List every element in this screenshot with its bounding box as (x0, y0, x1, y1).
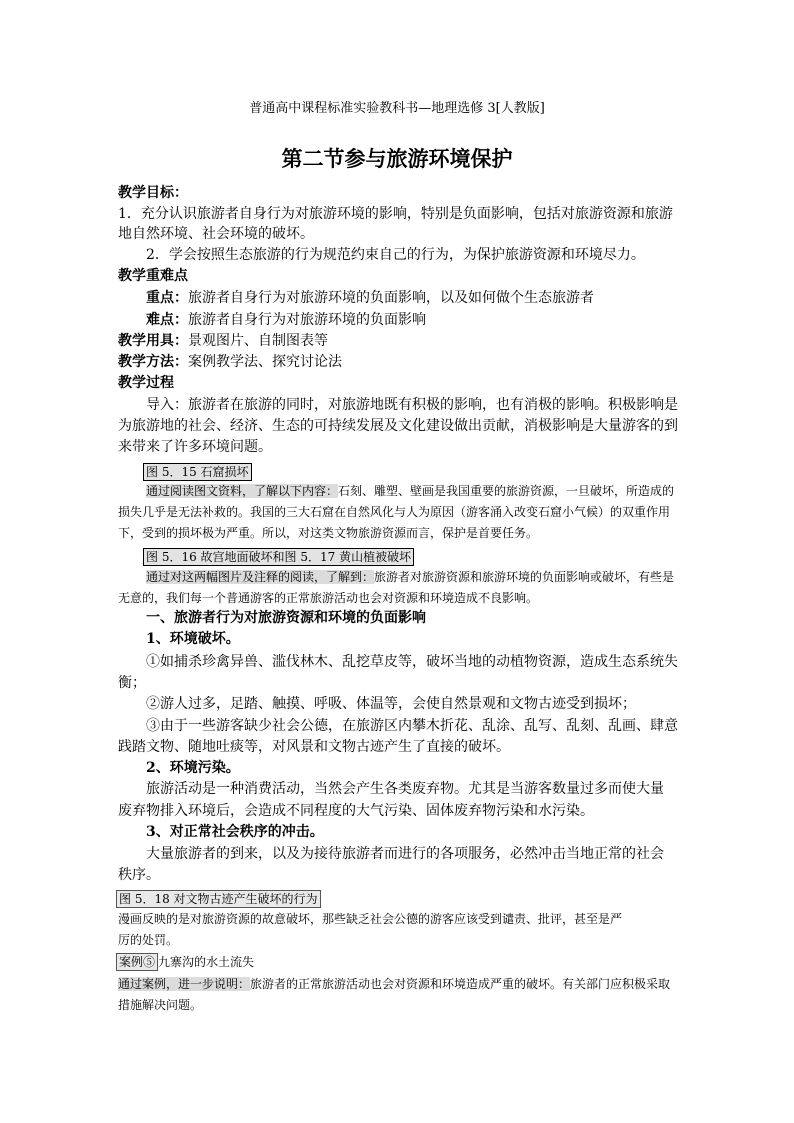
section1-p2: ②游人过多，足踏、触摸、呼吸、体温等，会使自然景观和文物古迹受到损坏； (146, 696, 636, 712)
objectives-heading: 教学目标： (118, 185, 188, 201)
case-line-2: 措施解决问题。 (118, 998, 203, 1012)
figure-caption-5-18: 图 5．18 对文物古迹产生破坏的行为 (116, 888, 321, 908)
subsection-2-heading: 2、环境污染。 (146, 760, 240, 776)
fig1-line-1: 通过阅读图文资料，了解以下内容：石刻、雕塑、壁画是我国重要的旅游资源，一旦破坏，所造成的 (146, 484, 675, 498)
section1-p4-line-2: 废弃物排入环境后，会造成不同程度的大气污染、固体废弃物污染和水污染。 (118, 803, 594, 819)
document-header: 普通高中课程标准实验教科书—地理选修 3[人教版] (249, 101, 545, 116)
page-title: 第二节参与旅游环境保护 (281, 146, 513, 171)
key-point-label: 重点： (146, 290, 188, 306)
case-5-caption (116, 953, 254, 971)
difficulty-text: 旅游者自身行为对旅游环境的负面影响 (188, 312, 426, 328)
difficulty-label: 难点： (146, 312, 188, 328)
objective-1-line-1: 1．充分认识旅游者自身行为对旅游环境的影响，特别是负面影响，包括对旅游资源和旅游 (118, 206, 673, 222)
process-heading: 教学过程 (118, 375, 174, 391)
fig2-line-1: 通过对这两幅图片及注释的阅读，了解到：旅游者对旅游资源和旅游环境的负面影响或破坏，有些是 (146, 570, 675, 584)
fig1-line-3: 下，受到的损坏极为严重。所以，对这类文物旅游资源而言，保护是首要任务。 (118, 526, 539, 540)
fig1-lead: 通过阅读图文资料，了解以下内容： (146, 484, 339, 498)
case-label: 案例⑤ (116, 953, 158, 971)
case-lead: 通过案例，进一步说明： (118, 977, 251, 991)
methods-label: 教学方法： (118, 354, 188, 370)
key-point-text: 旅游者自身行为对旅游环境的负面影响，以及如何做个生态旅游者 (188, 290, 594, 306)
fig2-line-2: 无意的，我们每一个普通游客的正常旅游活动也会对资源和环境造成不良影响。 (118, 591, 539, 605)
fig2-lead: 通过对这两幅图片及注释的阅读，了解到： (146, 570, 375, 584)
case-title: 九寨沟的水土流失 (158, 955, 255, 969)
section1-p5-line-1: 大量旅游者的到来，以及为接待旅游者而进行的各项服务，必然冲击当地正常的社会 (146, 846, 664, 862)
tools-row (118, 333, 328, 350)
section1-p3-line-1: ③由于一些游客缺少社会公德，在旅游区内攀木折花、乱涂、乱写、乱刻、乱画、肆意 (146, 718, 678, 734)
intro-line-2: 为旅游地的社会、经济、生态的可持续发展及文化建设做出贡献，消极影响是大量游客的到 (118, 418, 678, 434)
intro-line-3: 来带来了许多环境问题。 (118, 439, 272, 455)
figure-caption-5-15: 图 5．15 石窟损坏 (143, 461, 252, 481)
tools-label: 教学用具： (118, 333, 188, 349)
methods-row (118, 354, 342, 371)
intro-line-1: 导入：旅游者在旅游的同时，对旅游地既有积极的影响，也有消极的影响。积极影响是 (146, 397, 678, 413)
fig3-line-2: 厉的处罚。 (118, 933, 179, 947)
section1-p5-line-2: 秩序。 (118, 867, 160, 883)
section1-p4-line-1: 旅游活动是一种消费活动，当然会产生各类废弃物。尤其是当游客数量过多而使大量 (146, 781, 664, 797)
fig3-line-1: 漫画反映的是对旅游资源的故意破坏，那些缺乏社会公德的游客应该受到谴责、批评，甚至是严 (118, 912, 623, 926)
subsection-3-heading: 3、对正常社会秩序的冲击。 (146, 824, 324, 840)
section-1-heading: 一、旅游者行为对旅游资源和环境的负面影响 (146, 610, 426, 626)
case-line-1: 通过案例，进一步说明：旅游者的正常旅游活动也会对资源和环境造成严重的破坏。有关部门应积极采取 (118, 977, 671, 991)
key-points-heading: 教学重难点 (118, 268, 188, 284)
tools-text: 景观图片、自制图表等 (188, 333, 328, 349)
section1-p3-line-2: 践踏文物、随地吐痰等，对风景和文物古迹产生了直接的破坏。 (118, 739, 510, 755)
section1-p1-line-1: ①如捕杀珍禽异兽、滥伐林木、乱挖草皮等，破坏当地的动植物资源，造成生态系统失 (146, 654, 678, 670)
objective-1-line-2: 地自然环境、社会环境的破坏。 (118, 226, 314, 242)
section1-p1-line-2: 衡； (118, 675, 146, 691)
fig1-line-2: 损失几乎是无法补救的。我国的三大石窟在自然风化与人为原因（游客涌入改变石窟小气候）的双重作用 (118, 505, 671, 519)
difficulty-row (146, 312, 426, 329)
objective-2: 2．学会按照生态旅游的行为规范约束自己的行为，为保护旅游资源和环境尽力。 (146, 247, 645, 263)
subsection-1-heading: 1、环境破坏。 (146, 631, 240, 647)
figure-caption-5-16-5-17: 图 5．16 故宫地面破坏和图 5．17 黄山植被破坏 (143, 546, 414, 566)
methods-text: 案例教学法、探究讨论法 (188, 354, 342, 370)
key-point-row (146, 290, 594, 307)
